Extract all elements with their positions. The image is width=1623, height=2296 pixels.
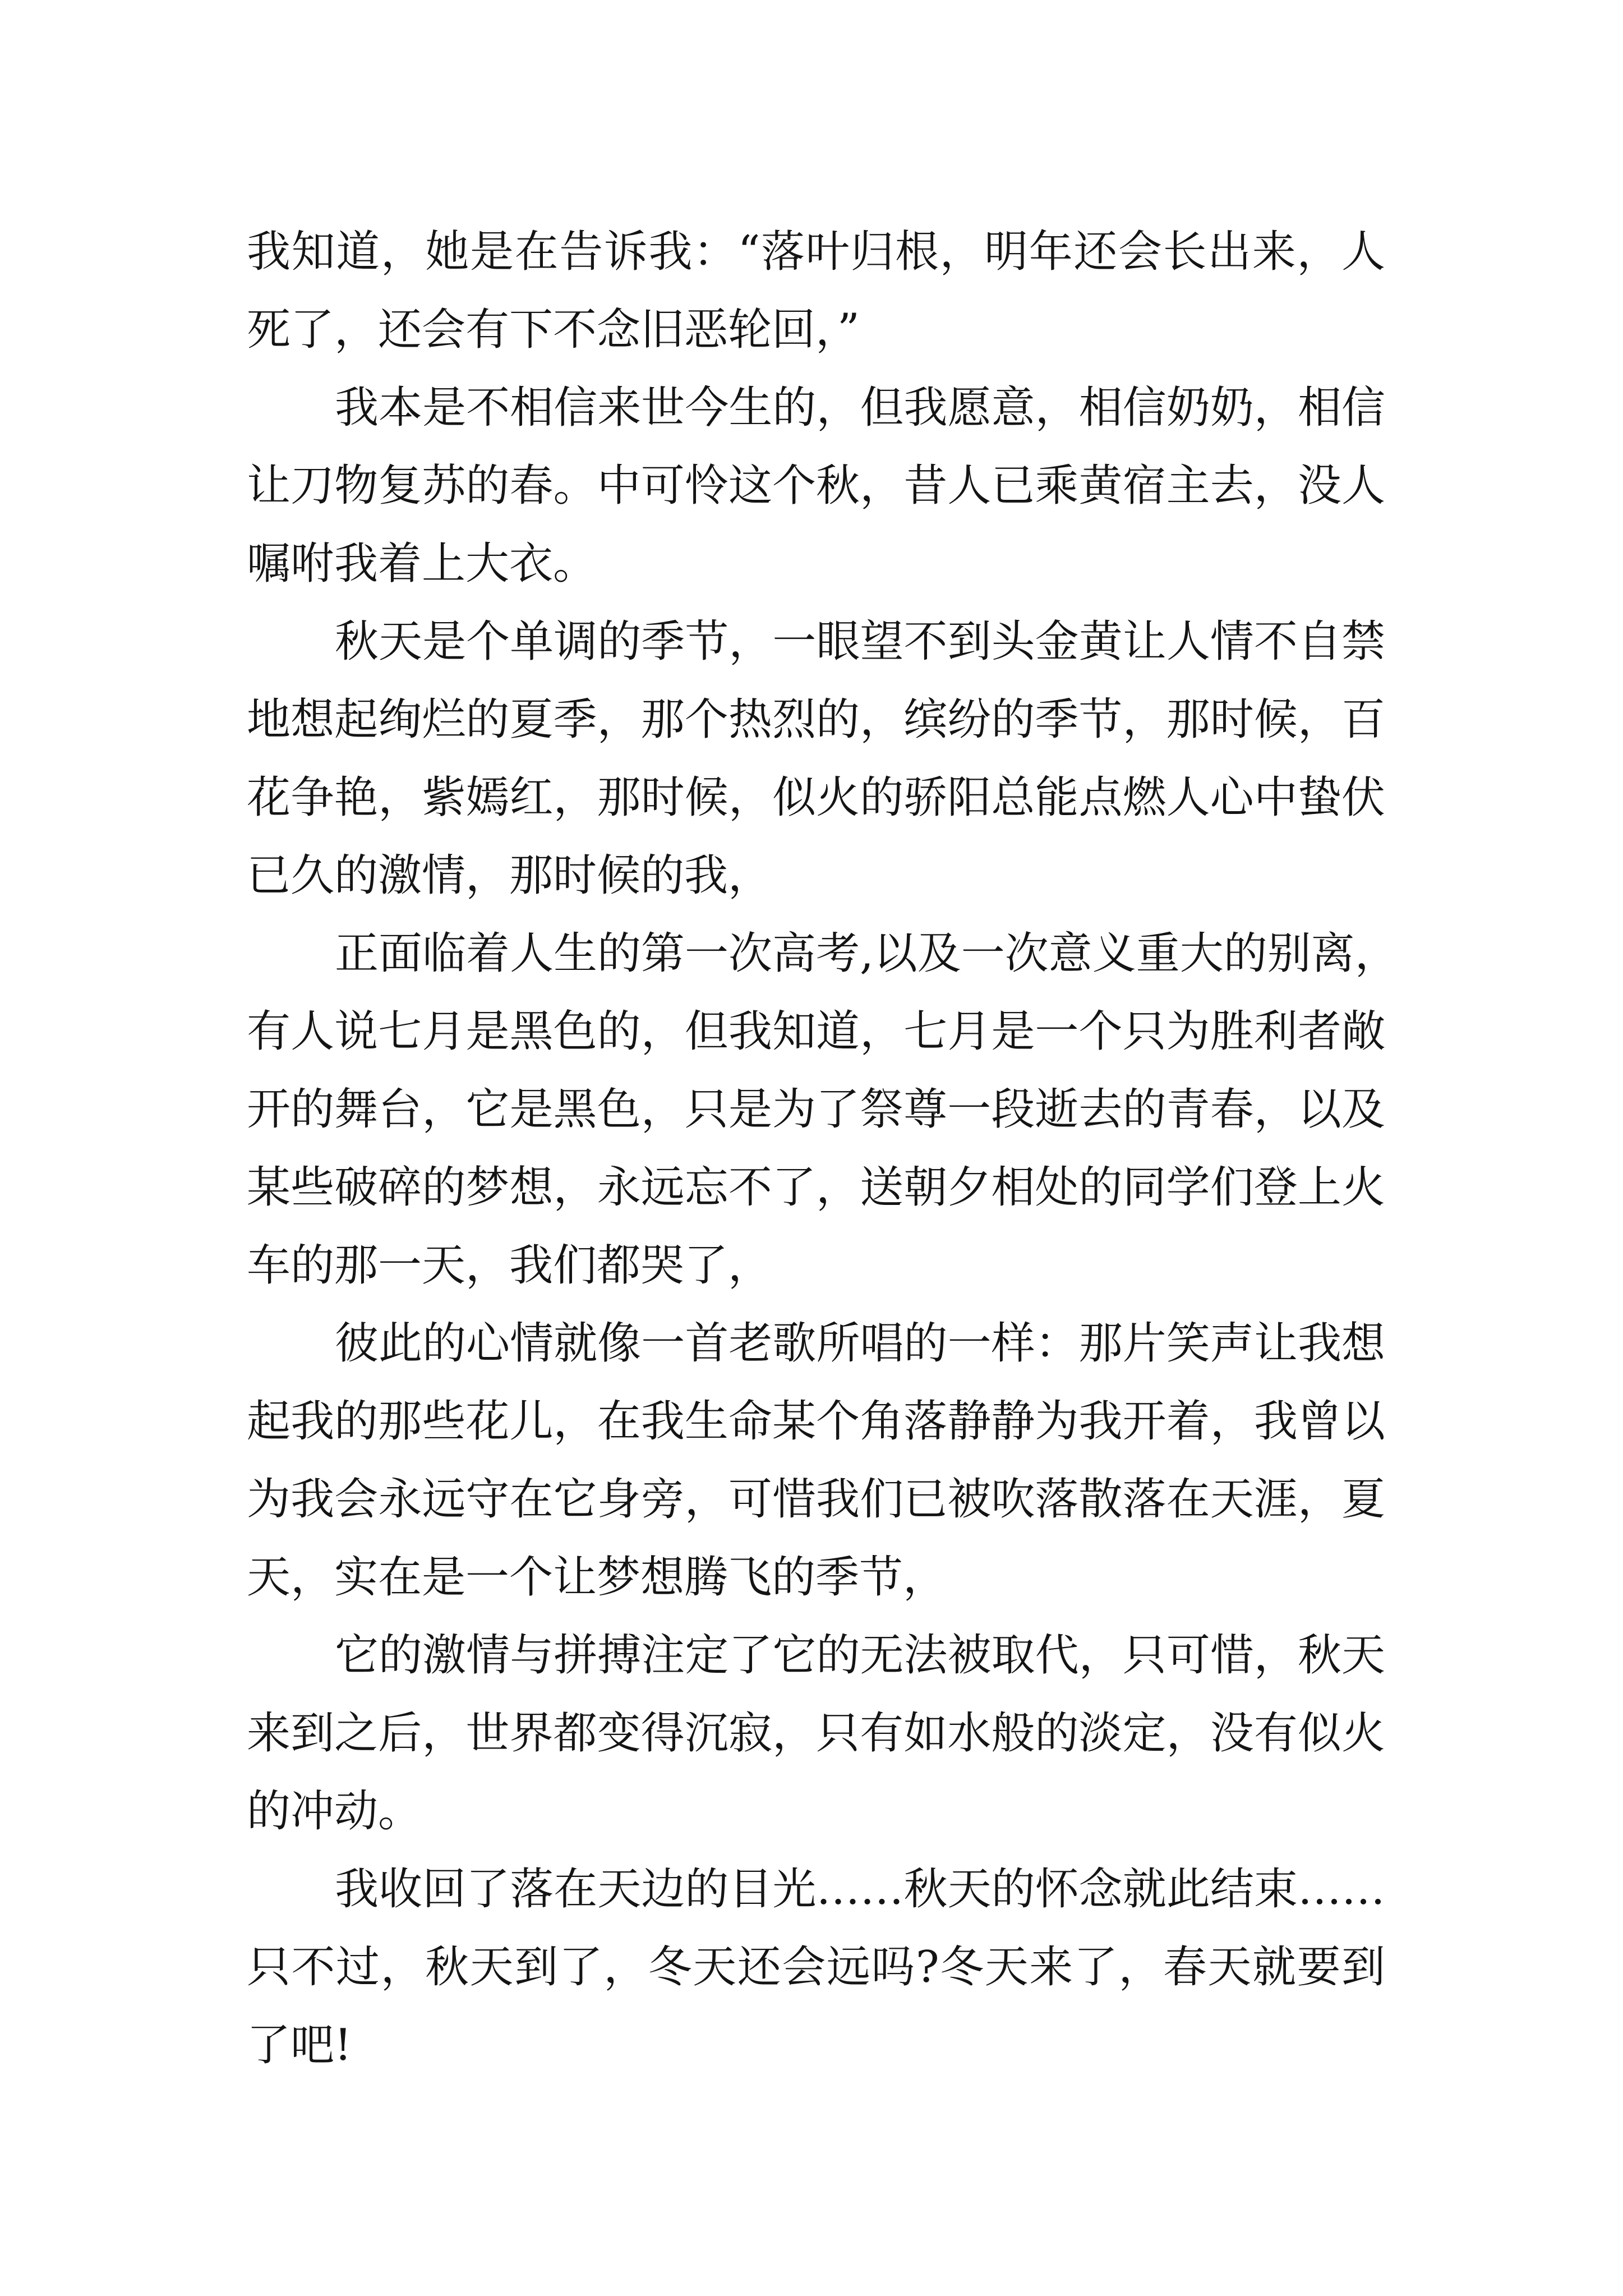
text-line: 秋天是个单调的季节，一眼望不到头金黄让人情不自禁: [335, 616, 1385, 667]
text-line: 天，实在是一个让梦想腾飞的季节，: [247, 1552, 947, 1603]
text-line: 死了，还会有下不念旧恶轮回，”: [247, 305, 860, 355]
body-text: [247, 213, 1399, 2085]
text-line: 它的激情与拼搏注定了它的无法被取代，只可惜，秋天: [335, 1630, 1385, 1681]
text-line: 起我的那些花儿，在我生命某个角落静静为我开着，我曾以: [247, 1396, 1385, 1447]
text-line: 我知道，她是在告诉我：“落叶归根，明年还会长出来，人: [247, 227, 1385, 277]
text-line: 地想起绚烂的夏季，那个热烈的，缤纷的季节，那时候，百: [247, 694, 1385, 745]
text-line: 我收回了落在天边的目光……秋天的怀念就此结束……: [335, 1864, 1385, 1915]
text-line: 花争艳，紫嫣红，那时候，似火的骄阳总能点燃人心中蛰伏: [247, 772, 1385, 823]
text-line: 彼此的心情就像一首老歌所唱的一样：那片笑声让我想: [335, 1318, 1385, 1369]
text-line: 某些破碎的梦想，永远忘不了，送朝夕相处的同学们登上火: [247, 1162, 1385, 1213]
text-line: 来到之后，世界都变得沉寂，只有如水般的淡定，没有似火: [247, 1708, 1385, 1759]
text-line: 正面临着人生的第一次高考,以及一次意义重大的别离，: [335, 928, 1399, 979]
text-line: 已久的激情，那时候的我，: [247, 850, 772, 901]
text-line: 我本是不相信来世今生的，但我愿意，相信奶奶，相信: [335, 383, 1385, 433]
text-line: 的冲动。: [247, 1786, 422, 1837]
text-line: 车的那一天，我们都哭了，: [247, 1240, 772, 1291]
text-line: 让刀物复苏的春。中可怜这个秋，昔人已乘黄宿主去，没人: [247, 461, 1385, 511]
text-line: 有人说七月是黑色的，但我知道，七月是一个只为胜利者敞: [247, 1006, 1385, 1057]
text-line: 为我会永远守在它身旁，可惜我们已被吹落散落在天涯，夏: [247, 1474, 1385, 1525]
text-line: 了吧!: [247, 2020, 352, 2070]
text-line: 嘱咐我着上大衣。: [247, 539, 597, 589]
text-line: 开的舞台，它是黑色，只是为了祭尊一段逝去的青春，以及: [247, 1084, 1385, 1135]
text-line: 只不过，秋天到了，冬天还会远吗?冬天来了，春天就要到: [247, 1942, 1385, 1993]
